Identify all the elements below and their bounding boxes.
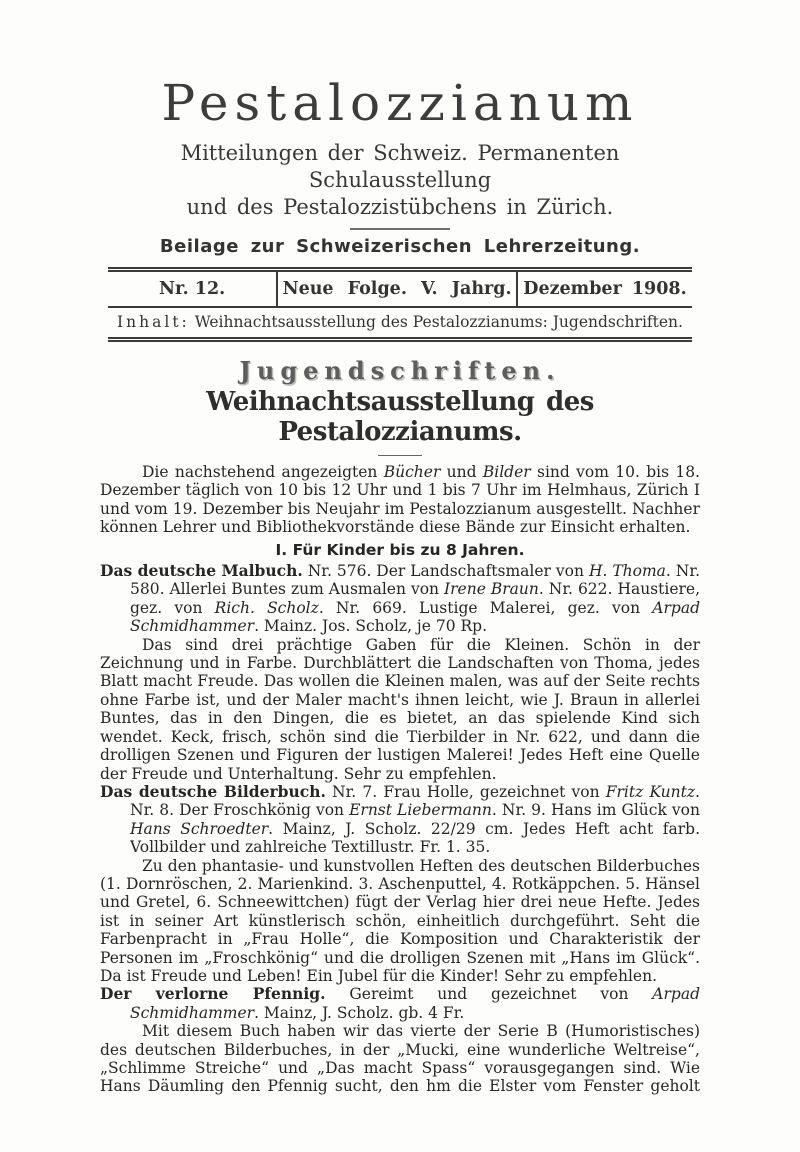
text-run: . Mainz. Jos. Scholz, je 70 Rp.	[254, 617, 488, 636]
italic-text: Ernst Liebermann	[349, 801, 492, 820]
body-paragraph	[100, 463, 700, 537]
text-run: Das sind drei prächtige Gaben für die Kleinen. Schön in der Zeichnung und in Farbe. Durchblättert die Landschaften von Thoma, jedes Blatt macht Freude. Das wollen die Kleinen malen, was auf der Seite rechts ohne Farbe ist, und der Maler macht's ihnen leicht, wie J. Braun in allerlei Buntes, das in den Dingen, die es bietet, an das spielende Kind sich wendet. Keck, frisch, schön sind die Tierbilder in Nr. 622, und dann die drolligen Szenen und Figuren der lustigen Malerei! Jedes Heft eine Quelle der Freude und Unterhaltung. Sehr zu empfehlen.	[100, 635, 700, 783]
italic-text: Arpad Schmidhammer	[130, 985, 700, 1022]
body-paragraph	[100, 1022, 700, 1096]
inhalt-text: Weihnachtsausstellung des Pestalozzianums: Jugendschriften.	[189, 313, 683, 331]
text-run: Mit diesem Buch haben wir das vierte der Serie B (Humoristisches) des deutschen Bilderbuches, in der „Mucki, eine wunderliche Weltreise“, „Schlimme Streiche“ und „Das macht Spass“ vorausgegangen sind. Wie Hans Däumling den Pfennig sucht, den hm die Elster vom Fenster geholt	[100, 1022, 700, 1096]
article-subheading: Weihnachtsausstellung des Pestalozzianums.	[206, 387, 594, 447]
italic-text: Fritz Kuntz	[605, 782, 696, 801]
entry-title: Das deutsche Bilderbuch.	[100, 781, 326, 801]
issue-info-bar	[108, 267, 692, 342]
text-run: . Nr. 8. Der Froschkönig von	[130, 782, 700, 820]
journal-title: Pestalozzianum	[161, 74, 639, 132]
body-paragraph	[100, 636, 700, 783]
issue-date: Dezember 1908.	[523, 279, 687, 299]
article-divider	[378, 455, 422, 456]
text-run: Nr. 576. Der Landschaftsmaler von	[302, 562, 589, 581]
table-of-contents-line	[108, 308, 692, 337]
masthead	[100, 74, 700, 257]
article-body	[100, 463, 700, 1096]
text-run: . Mainz, J. Scholz. gb. 4 Fr.	[254, 1003, 465, 1022]
issue-number: Nr. 12.	[158, 279, 226, 299]
text-run: I. Für Kinder bis zu 8 Jahren.	[275, 540, 525, 559]
italic-text: Arpad Schmidhammer	[130, 598, 700, 636]
italic-text: H. Thoma	[588, 562, 666, 581]
issue-series: Neue Folge. V. Jahrg.	[276, 272, 518, 306]
journal-subtitle-line2: und des Pestalozzistübchens in Zürich.	[186, 195, 614, 219]
masthead-divider	[350, 228, 450, 230]
italic-text: Irene Braun	[444, 580, 539, 599]
text-run: Zu den phantasie- und kunstvollen Heften des deutschen Bilderbuches (1. Dornröschen, 2. Marienkind. 3. Aschenputtel, 4. Rotkäppchen. 5. Hänsel und Gretel, 6. Schneewittchen) fügt der Verlag hier drei neue Hefte. Jedes ist in seiner Art künstlerisch schön, einheitlich durchgeführt. Seht die Farbenpracht in „Frau Holle“, die Komposition und Charakteristik der Personen im „Froschkönig“ und die drolligen Szenen mit „Hans im Glück“. Da ist Freude und Leben! Ein Jubel für die Kinder! Sehr zu empfehlen.	[100, 856, 700, 985]
text-run: . Mainz, J. Scholz. 22/29 cm. Jedes Heft acht farb. Vollbilder und zahlreiche Textillustr. Fr. 1. 35.	[130, 819, 700, 857]
body-paragraph	[100, 857, 700, 986]
journal-subtitle-line1: Mitteilungen der Schweiz. Permanenten Schulausstellung	[180, 141, 620, 192]
text-run: . Nr. 9. Hans im Glück von	[491, 801, 701, 820]
italic-text: Bilder	[482, 463, 531, 481]
catalog-entry	[100, 783, 700, 857]
section-heading	[100, 541, 700, 559]
article-heading: Jugendschriften.	[239, 356, 561, 385]
text-run: Gereimt und gezeichnet von	[325, 985, 653, 1004]
issue-info-row	[108, 272, 692, 308]
catalog-entry	[100, 562, 700, 636]
entry-title: Der verlorne Pfennig.	[100, 984, 326, 1004]
text-run: . Nr. 622. Haustiere, gez. von	[130, 580, 701, 617]
italic-text: Hans Schroedter	[130, 819, 269, 838]
inhalt-label: Inhalt:	[117, 313, 190, 331]
catalog-entry	[100, 985, 700, 1022]
text-run: . Nr. 669. Lustige Malerei, gez. von	[318, 598, 653, 617]
text-run: und	[440, 463, 483, 481]
text-run: Nr. 7. Frau Holle, gezeichnet von	[325, 782, 606, 801]
italic-text: Rich. Scholz	[214, 598, 319, 617]
text-run: sind vom 10. bis 18. Dezember täglich von 10 bis 12 Uhr und 1 bis 7 Uhr im Helmhaus, Zürich I und vom 19. Dezember bis Neujahr im Pestalozzianum ausgestellt. Nachher können Lehrer und Bibliothekvorstände diese Bände zur Einsicht erhalten.	[100, 463, 700, 537]
italic-text: Bücher	[383, 463, 441, 481]
entry-title: Das deutsche Malbuch.	[100, 561, 303, 581]
journal-tagline: Beilage zur Schweizerischen Lehrerzeitung.	[159, 236, 641, 257]
text-run: Die nachstehend angezeigten	[142, 463, 384, 481]
text-run: . Nr. 580. Allerlei Buntes zum Ausmalen von	[130, 562, 700, 599]
article-header	[100, 356, 700, 456]
